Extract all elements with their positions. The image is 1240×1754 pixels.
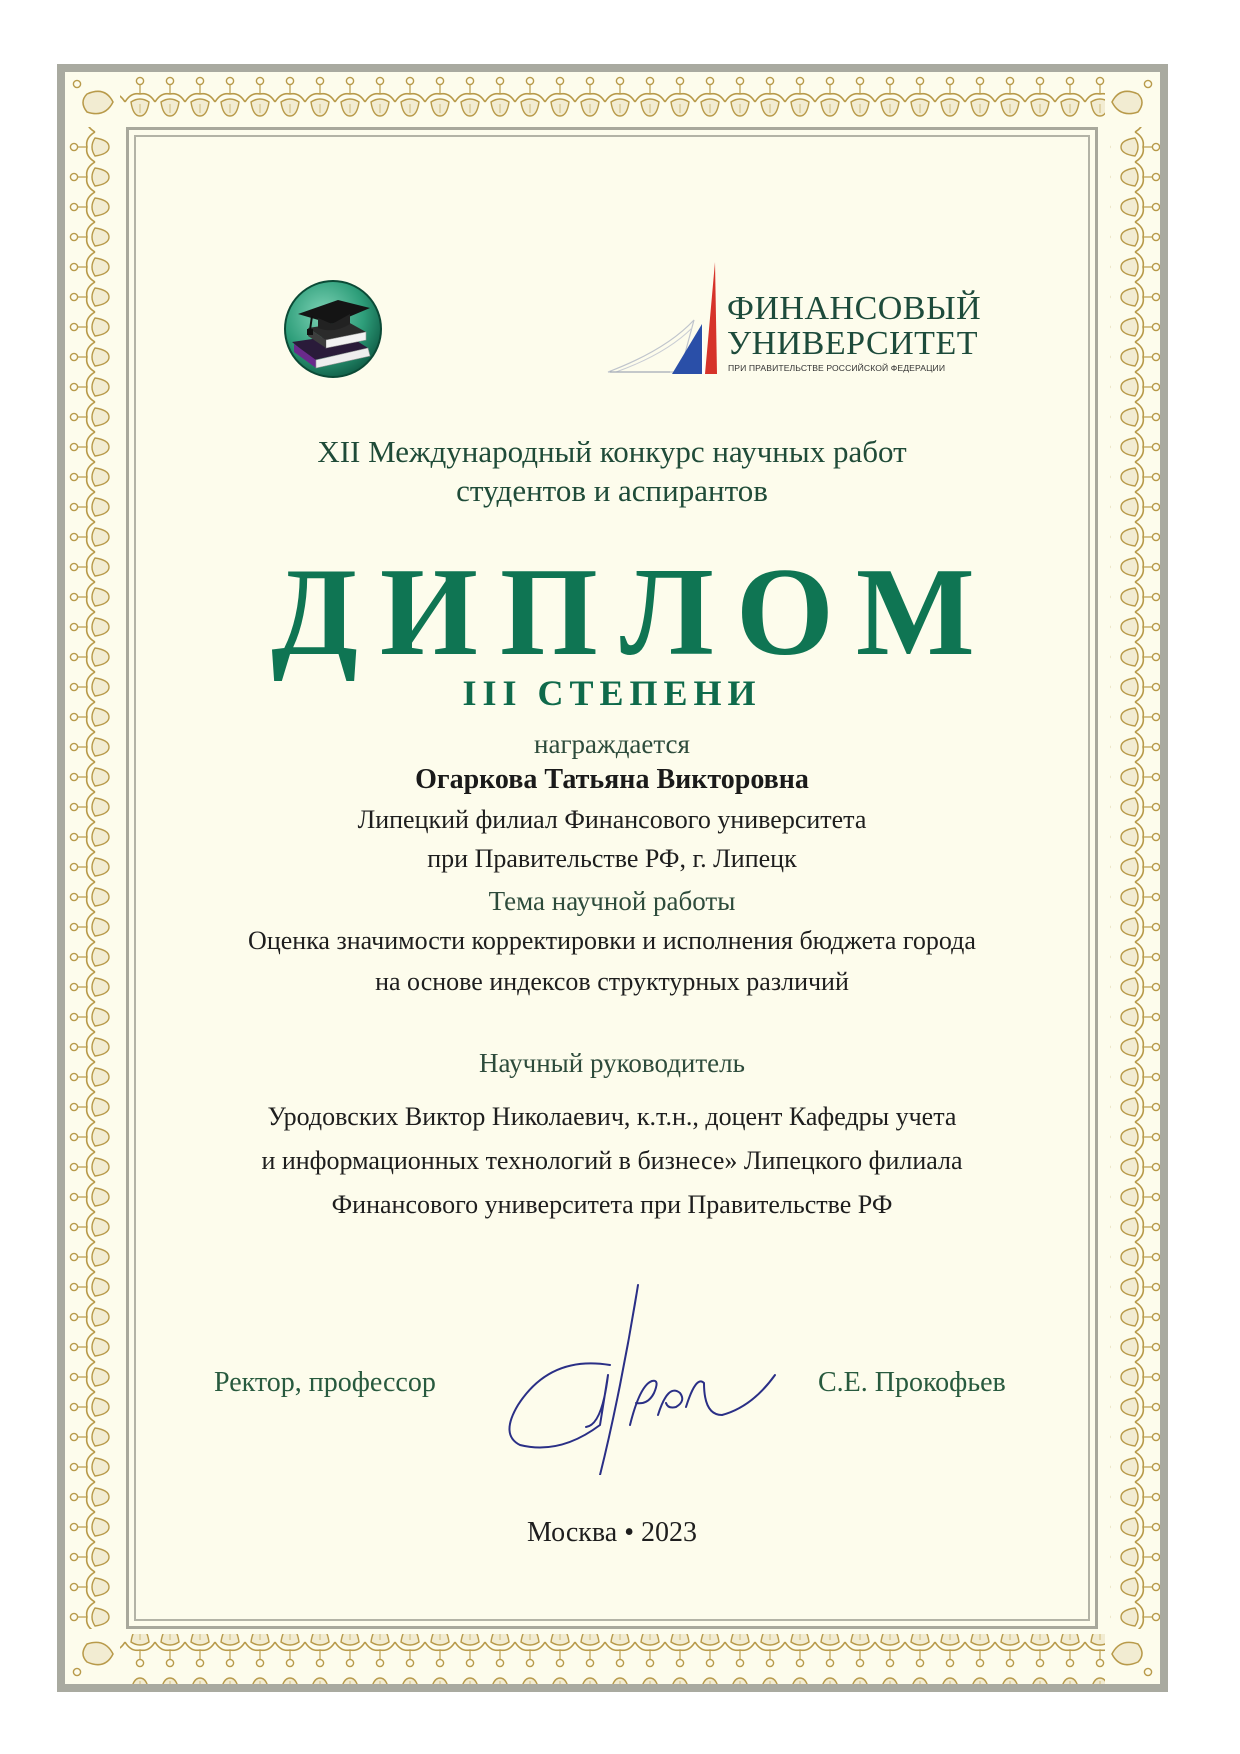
contest-title-line1: XII Международный конкурс научных работ <box>317 434 907 469</box>
supervisor-line3: Финансового университета при Правительстве РФ <box>331 1190 893 1219</box>
supervisor-line1: Уродовских Виктор Николаевич, к.т.н., доцент Кафедры учета <box>267 1102 957 1131</box>
contest-title-line2: студентов и аспирантов <box>456 473 768 508</box>
tricolor-sail-icon <box>606 258 726 376</box>
affiliation-line2: при Правительстве РФ, г. Липецк <box>427 844 797 873</box>
topic-line2: на основе индексов структурных различий <box>375 967 849 996</box>
topic-text <box>134 920 1090 1002</box>
topic-line1: Оценка значимости корректировки и исполнения бюджета города <box>248 926 976 955</box>
topic-label: Тема научной работы <box>488 886 736 916</box>
contest-title <box>134 432 1090 510</box>
signature-icon <box>490 1275 780 1475</box>
supervisor-line2: и информационных технологий в бизнесе» Липецкого филиала <box>261 1146 963 1175</box>
awardee-affiliation <box>134 800 1090 878</box>
affiliation-line1: Липецкий филиал Финансового университета <box>357 805 867 834</box>
university-name-line2: УНИВЕРСИТЕТ <box>727 325 978 362</box>
awarded-label: награждается <box>534 729 690 759</box>
diploma-title: ДИПЛОМ <box>271 543 997 682</box>
signatory-title: Ректор, профессор <box>214 1367 436 1398</box>
place-year: Москва • 2023 <box>526 1517 697 1548</box>
university-name-line1: ФИНАНСОВЫЙ <box>727 290 982 327</box>
supervisor-label: Научный руководитель <box>479 1048 745 1078</box>
university-subtitle: ПРИ ПРАВИТЕЛЬСТВЕ РОССИЙСКОЙ ФЕДЕРАЦИИ <box>728 363 946 373</box>
graduation-cap-books-icon <box>282 278 384 380</box>
financial-university-logo <box>606 258 982 378</box>
supervisor-text <box>134 1095 1090 1227</box>
awardee-name: Огаркова Татьяна Викторовна <box>415 764 809 795</box>
diploma-degree: III СТЕПЕНИ <box>462 673 762 713</box>
signatory-name: С.Е. Прокофьев <box>818 1367 1006 1398</box>
